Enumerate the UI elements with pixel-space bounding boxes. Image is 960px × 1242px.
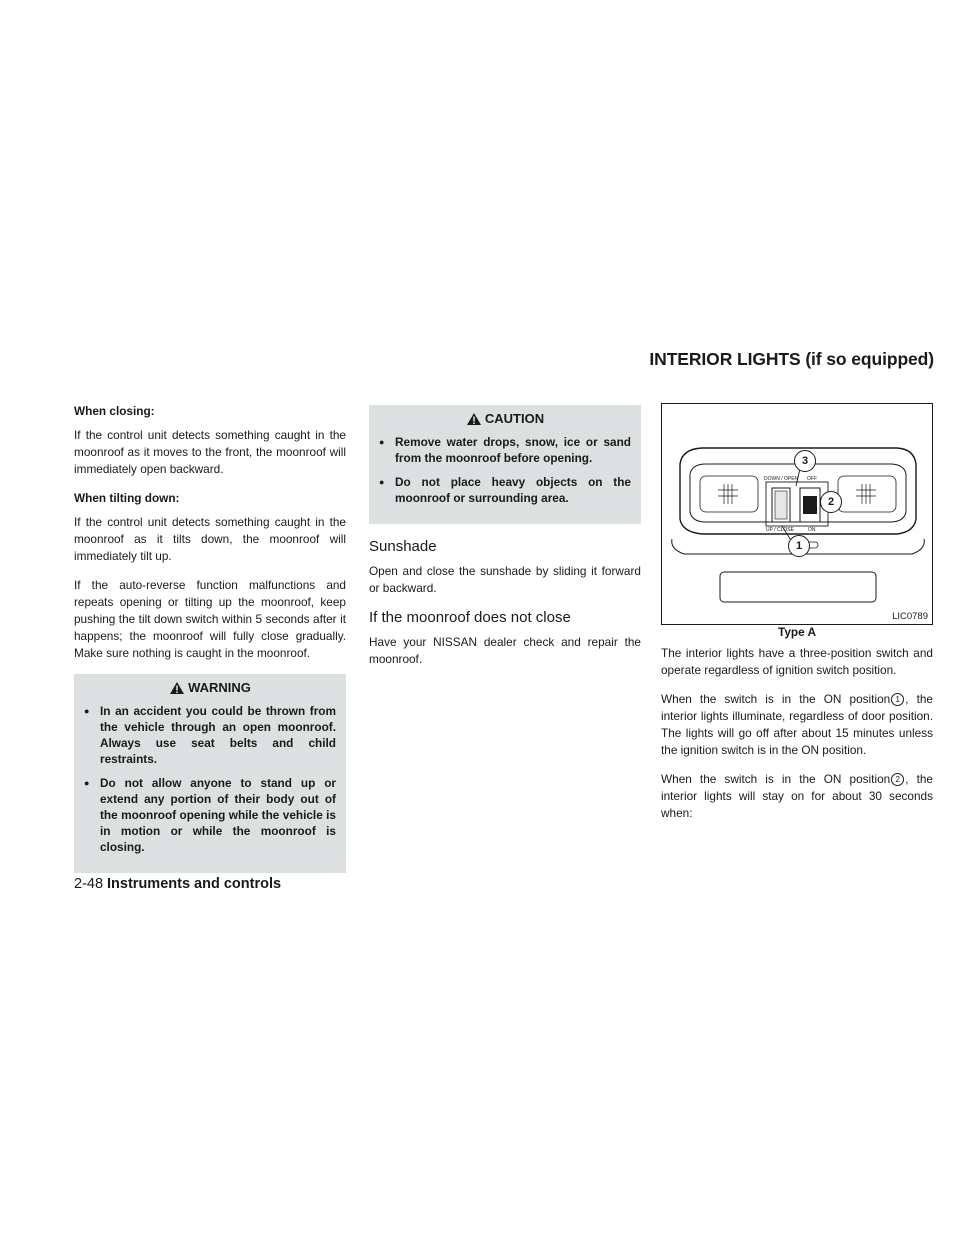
auto-reverse-paragraph: If the auto-reverse function malfunctions and repeats opening or tilting up the moonroof, keep pushing the tilt down switch within 5 seconds after it happens; the moonroof will fully close gradually. Make sure nothing is caught in the moonroof. bbox=[74, 578, 346, 660]
interior-light-figure bbox=[661, 403, 933, 625]
switch-label-on: ON bbox=[808, 527, 816, 533]
warning-box bbox=[74, 674, 346, 873]
caution-list bbox=[379, 434, 631, 506]
not-close-paragraph: Have your NISSAN dealer check and repair the moonroof. bbox=[369, 635, 641, 666]
intro-paragraph: The interior lights have a three-position switch and operate regardless of ignition switch position. bbox=[661, 646, 933, 677]
warning-triangle-icon bbox=[466, 412, 482, 426]
interior-light-illustration bbox=[662, 404, 932, 609]
switch-label-up-close: UP / CLOSE bbox=[766, 527, 794, 533]
column-2 bbox=[369, 403, 641, 680]
switch-label-off: OFF bbox=[807, 476, 817, 482]
position-2-text-a: When the switch is in the ON position bbox=[661, 772, 891, 786]
callout-2-inline: 2 bbox=[891, 773, 904, 786]
footer-section: Instruments and controls bbox=[107, 876, 282, 892]
warning-item: ● In an accident you could be thrown from the vehicle through an open moonroof. Always use seat belts and child restraints. bbox=[84, 703, 336, 767]
closing-paragraph: If the control unit detects something caught in the moonroof as it moves to the front, the moonroof will immediately open backward. bbox=[74, 428, 346, 476]
closing-heading: When closing: bbox=[74, 404, 155, 418]
warning-list bbox=[84, 703, 336, 855]
caution-item: ● Do not place heavy objects on the moonroof or surrounding area. bbox=[379, 474, 631, 506]
caution-item: ● Remove water drops, snow, ice or sand from the moonroof before opening. bbox=[379, 434, 631, 466]
section-title: INTERIOR LIGHTS (if so equipped) bbox=[649, 349, 934, 369]
position-1-text-a: When the switch is in the ON position bbox=[661, 692, 891, 706]
position-1-paragraph bbox=[661, 691, 933, 759]
position-2-text-b: , the interior lights will stay on for about 30 seconds when: bbox=[661, 772, 933, 820]
position-1-text-b: , the interior lights illuminate, regardless of door position. The lights will go off after about 15 minutes unless the ignition switch is in the ON position. bbox=[661, 692, 933, 757]
warning-header bbox=[84, 674, 336, 703]
column-1 bbox=[74, 403, 346, 873]
position-2-paragraph bbox=[661, 771, 933, 822]
figure-code: LIC0789 bbox=[892, 611, 928, 622]
sunshade-paragraph: Open and close the sunshade by sliding it forward or backward. bbox=[369, 564, 641, 595]
figure-caption: Type A bbox=[777, 625, 817, 639]
caution-header bbox=[379, 405, 631, 434]
tilting-paragraph: If the control unit detects something caught in the moonroof as it tilts down, the moonroof will immediately tilt up. bbox=[74, 515, 346, 563]
not-close-heading: If the moonroof does not close bbox=[369, 609, 571, 626]
callout-1-inline: 1 bbox=[891, 693, 904, 706]
page-footer bbox=[74, 876, 281, 892]
warning-triangle-icon bbox=[169, 681, 185, 695]
switch-label-down-open: DOWN / OPEN bbox=[764, 476, 799, 482]
callout-1: 1 bbox=[788, 535, 810, 557]
column-3 bbox=[661, 403, 933, 834]
warning-title: WARNING bbox=[188, 680, 251, 695]
caution-title: CAUTION bbox=[484, 411, 545, 426]
warning-item: ● Do not allow anyone to stand up or extend any portion of their body out of the moonroof opening while the vehicle is in motion or while the moonroof is closing. bbox=[84, 775, 336, 855]
caution-box bbox=[369, 405, 641, 524]
callout-2: 2 bbox=[820, 491, 842, 513]
callout-3: 3 bbox=[794, 450, 816, 472]
sunshade-heading: Sunshade bbox=[369, 538, 437, 555]
tilting-heading: When tilting down: bbox=[74, 491, 180, 505]
page-number: 2-48 bbox=[74, 876, 104, 892]
